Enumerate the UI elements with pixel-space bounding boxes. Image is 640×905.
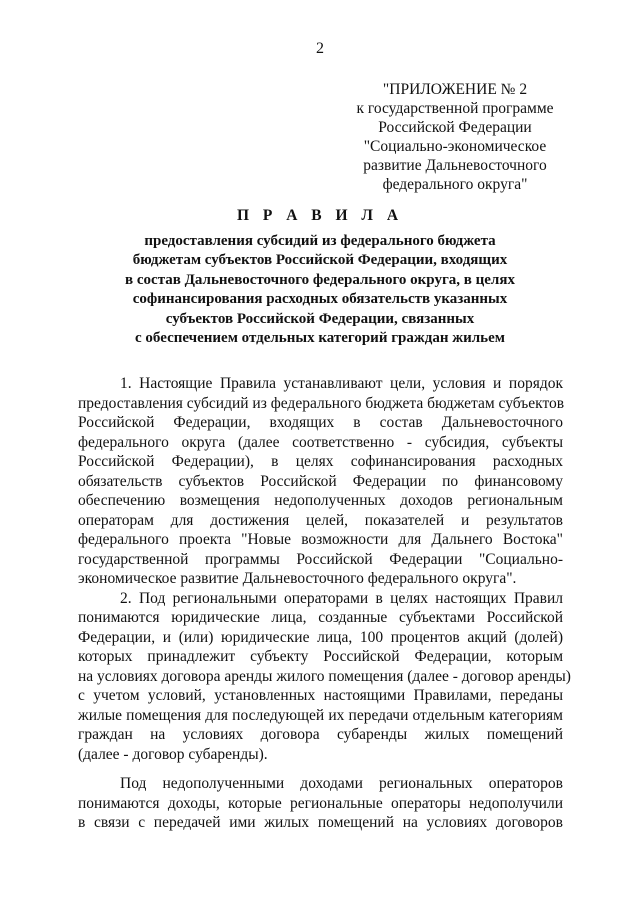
text-line: Под недополученными доходами региональных операторов (120, 775, 563, 792)
text-line: в связи с передачей ими жилых помещений на условиях договоров (78, 814, 563, 831)
paragraph-1 (78, 374, 563, 589)
subtitle-line: бюджетам субъектов Российской Федерации, входящих (132, 252, 508, 269)
text-line: Российской Федерации, входящих в состав Дальневосточного (78, 414, 563, 431)
text-line: Федерации, и (или) юридические лица, 100 процентов акций (долей) (78, 628, 563, 646)
text-line: федерального округа (далее соответственно - субсидия, субъекты (78, 433, 563, 451)
page-number: 2 (316, 40, 324, 57)
appendix-line: развитие Дальневосточного (363, 157, 547, 174)
text-line: граждан на условиях договора субаренды жилых помещений (78, 726, 563, 743)
subtitle-line: софинансирования расходных обязательств указанных (132, 291, 508, 308)
appendix-header (330, 80, 580, 194)
text-line: (далее - договор субаренды). (78, 745, 268, 763)
appendix-line: федерального округа" (382, 176, 528, 193)
text-line: Российской Федерации), в целях софинансирования расходных (78, 453, 563, 470)
subtitle-line: с обеспечением отдельных категорий граждан жильем (135, 330, 505, 347)
text-line: понимаются доходы, которые региональные операторы недополучили (78, 794, 563, 812)
subtitle-line: субъектов Российской Федерации, связанных (165, 310, 475, 327)
appendix-line: "Социально-экономическое (363, 138, 547, 155)
text-line: операторам для достижения целей, показателей и результатов (78, 511, 563, 529)
paragraph-3 (78, 774, 563, 833)
text-line: которых принадлежит субъекту Российской Федерации, которым (78, 648, 563, 665)
text-line: 2. Под региональными операторами в целях настоящих Правил (120, 589, 563, 607)
text-line: экономическое развитие Дальневосточного федерального округа". (78, 570, 517, 587)
text-line: предоставления субсидий из федерального бюджета бюджетам субъектов (78, 394, 565, 412)
text-line: жилые помещения для последующей их передачи отдельным категориям (78, 706, 563, 724)
text-line: федерального проекта "Новые возможности для Дальнего Востока" (78, 531, 563, 548)
appendix-line: Российской Федерации (378, 119, 532, 136)
text-line: понимаются юридические лица, созданные субъектами Российской (78, 609, 563, 626)
text-line: 1. Настоящие Правила устанавливают цели, условия и порядок (120, 375, 563, 392)
text-line: обеспечению возмещения недополученных доходов региональным (78, 492, 563, 509)
text-line: на условиях договора аренды жилого помещения (далее - договор аренды) (78, 667, 571, 685)
appendix-line: к государственной программе (356, 100, 554, 117)
appendix-line: "ПРИЛОЖЕНИЕ № 2 (382, 81, 528, 98)
text-line: с учетом условий, установленных настоящими Правилами, переданы (78, 687, 563, 704)
text-line: государственной программы Российской Федерации "Социально- (78, 550, 563, 568)
text-line: обязательств субъектов Российской Федерации по финансовому (78, 472, 563, 490)
document-body (78, 374, 571, 833)
document-subtitle (80, 232, 560, 348)
document-title: П Р А В И Л А (236, 207, 404, 224)
subtitle-line: в состав Дальневосточного федерального округа, в целях (125, 271, 515, 288)
paragraph-2 (78, 589, 571, 765)
subtitle-line: предоставления субсидий из федерального бюджета (144, 233, 496, 249)
